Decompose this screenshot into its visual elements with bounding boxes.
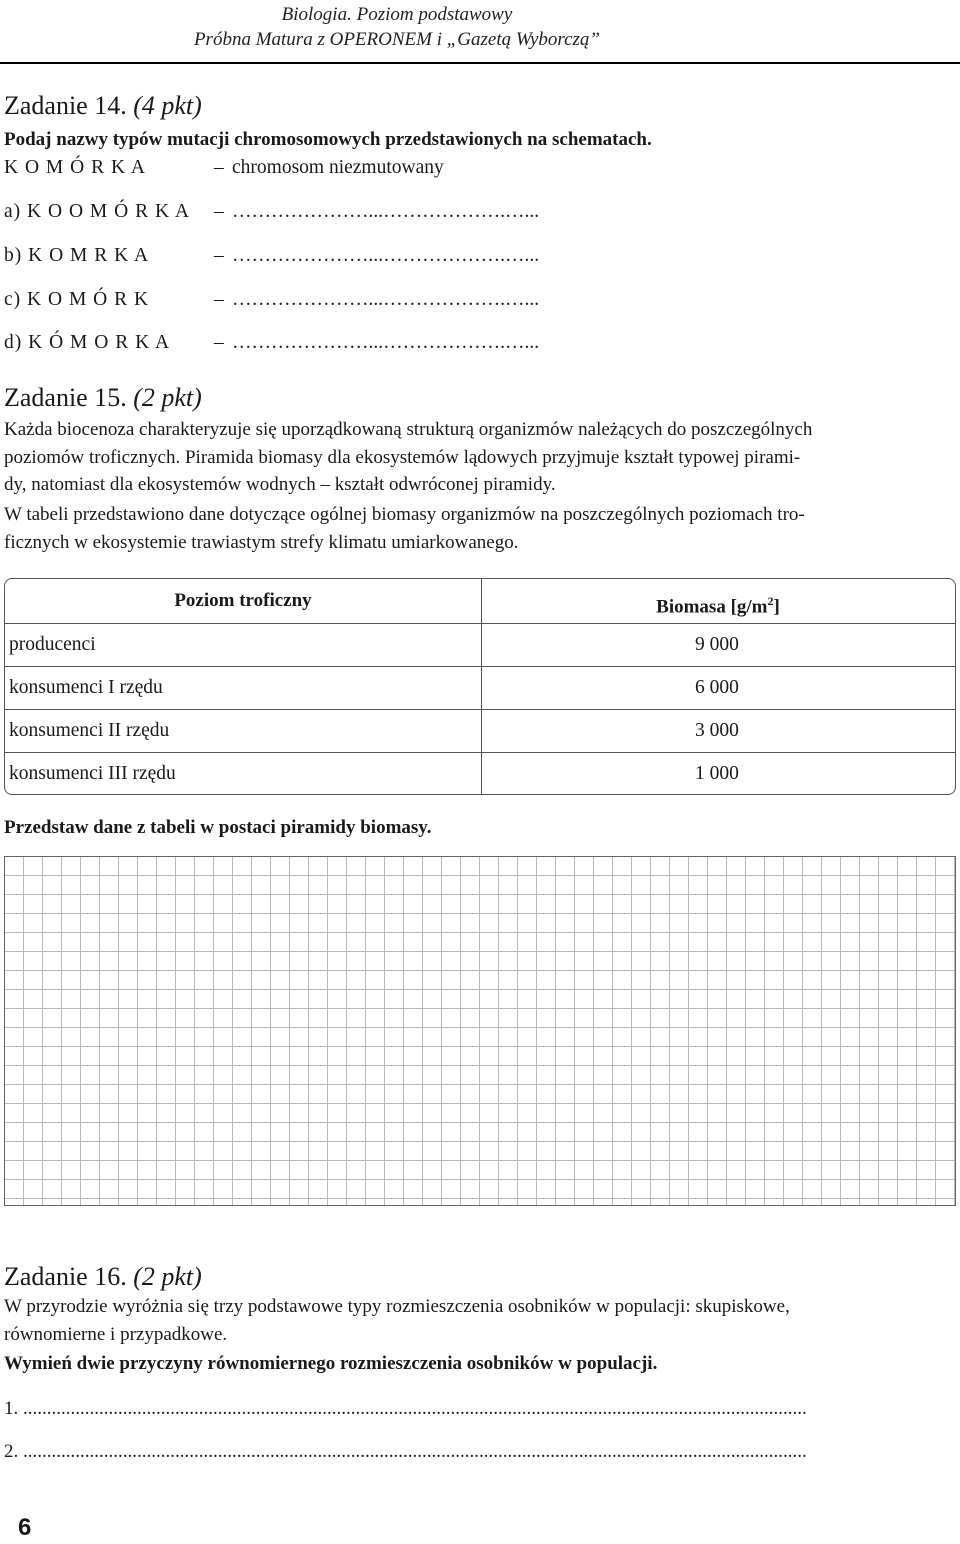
reference-dash: – <box>214 157 224 178</box>
mutation-label: a) K O O M Ó R K A <box>4 201 190 222</box>
task15-points: (2 pkt) <box>133 383 202 412</box>
drawing-grid[interactable] <box>4 856 956 1206</box>
paragraph-line: poziomów troficznych. Piramida biomasy dla ekosystemów lądowych przyjmuje kształt typowej pirami- <box>4 446 801 468</box>
answer-line-1[interactable]: 1. ..................................................................................................................................................................... <box>4 1398 807 1419</box>
header-biomass <box>481 579 955 623</box>
mutation-dash: – <box>214 201 224 222</box>
task15-title <box>4 383 202 413</box>
header-biomass-sup: 2 <box>767 594 774 608</box>
row-divider <box>5 623 955 624</box>
table-cell-level: konsumenci I rzędu <box>9 677 163 698</box>
table-cell-level: konsumenci III rzędu <box>9 763 176 784</box>
task16-number: Zadanie 16. <box>4 1262 127 1291</box>
task14-row-b <box>4 243 539 269</box>
reference-label: K O M Ó R K A <box>4 157 146 178</box>
biomass-table <box>4 578 956 795</box>
task15-paragraph1 <box>4 416 960 499</box>
page-header <box>194 2 600 52</box>
mutation-dash: – <box>214 332 224 353</box>
answer-line-2[interactable]: 2. ..................................................................................................................................................................... <box>4 1441 807 1462</box>
table-cell-biomass: 6 000 <box>695 677 739 698</box>
task15-paragraph2 <box>4 501 960 556</box>
column-divider <box>481 579 482 794</box>
mutation-dash: – <box>214 289 224 310</box>
paragraph-line: W tabeli przedstawiono dane dotyczące ogólnej biomasy organizmów na poszczególnych poziomach tro- <box>4 504 805 525</box>
table-cell-biomass: 9 000 <box>695 634 739 655</box>
mutation-label: d) K Ó M O R K A <box>4 332 171 353</box>
table-cell-level: producenci <box>9 634 96 655</box>
answer-blank[interactable]: …………………...……………….…... <box>232 201 540 222</box>
task14-points: (4 pkt) <box>133 91 202 120</box>
task15-number: Zadanie 15. <box>4 383 127 412</box>
answer-blank[interactable]: …………………...……………….…... <box>232 245 540 266</box>
task15-instruction: Przedstaw dane z tabeli w postaci piramidy biomasy. <box>4 817 432 838</box>
table-cell-biomass: 3 000 <box>695 720 739 741</box>
page-number: 6 <box>18 1514 32 1541</box>
header-divider <box>0 62 960 64</box>
header-biomass-text: Biomasa [g/m <box>656 596 768 618</box>
header-subject: Biologia. Poziom podstawowy <box>281 4 513 25</box>
header-biomass-end: ] <box>773 596 780 618</box>
mutation-label: c) K O M Ó R K <box>4 289 150 310</box>
task14-number: Zadanie 14. <box>4 91 127 120</box>
task14-instruction: Podaj nazwy typów mutacji chromosomowych przedstawionych na schematach. <box>4 129 652 150</box>
reference-value: chromosom niezmutowany <box>232 157 444 178</box>
table-cell-biomass: 1 000 <box>695 763 739 784</box>
paragraph-line: dy, natomiast dla ekosystemów wodnych – kształt odwróconej piramidy. <box>4 474 556 495</box>
task14-reference <box>4 155 444 181</box>
answer-blank[interactable]: …………………...……………….…... <box>232 289 540 310</box>
paragraph-line: ficznych w ekosystemie trawiastym strefy klimatu umiarkowanego. <box>4 531 519 553</box>
table-cell-level: konsumenci II rzędu <box>9 720 170 741</box>
task16-paragraph <box>4 1293 960 1348</box>
paragraph-line: W przyrodzie wyróżnia się trzy podstawowe typy rozmieszczenia osobników w populacji: skupiskowe, <box>4 1296 790 1317</box>
task14-row-c <box>4 287 539 313</box>
mutation-label: b) K O M R K A <box>4 245 150 266</box>
task14-row-a <box>4 199 539 225</box>
answer-blank[interactable]: …………………...……………….…... <box>232 332 540 353</box>
paragraph-line: równomierne i przypadkowe. <box>4 1323 228 1345</box>
header-exam: Próbna Matura z OPERONEM i „Gazetą Wyborczą” <box>193 29 600 50</box>
mutation-dash: – <box>214 245 224 266</box>
task14-title <box>4 91 202 121</box>
task16-instruction: Wymień dwie przyczyny równomiernego rozmieszczenia osobników w populacji. <box>4 1353 658 1374</box>
header-trophic-level: Poziom troficzny <box>174 590 312 611</box>
task16-title <box>4 1262 202 1292</box>
paragraph-line: Każda biocenoza charakteryzuje się uporządkowaną strukturą organizmów należących do poszczególnych <box>4 419 813 440</box>
task16-points: (2 pkt) <box>133 1262 202 1291</box>
task14-row-d <box>4 330 539 356</box>
